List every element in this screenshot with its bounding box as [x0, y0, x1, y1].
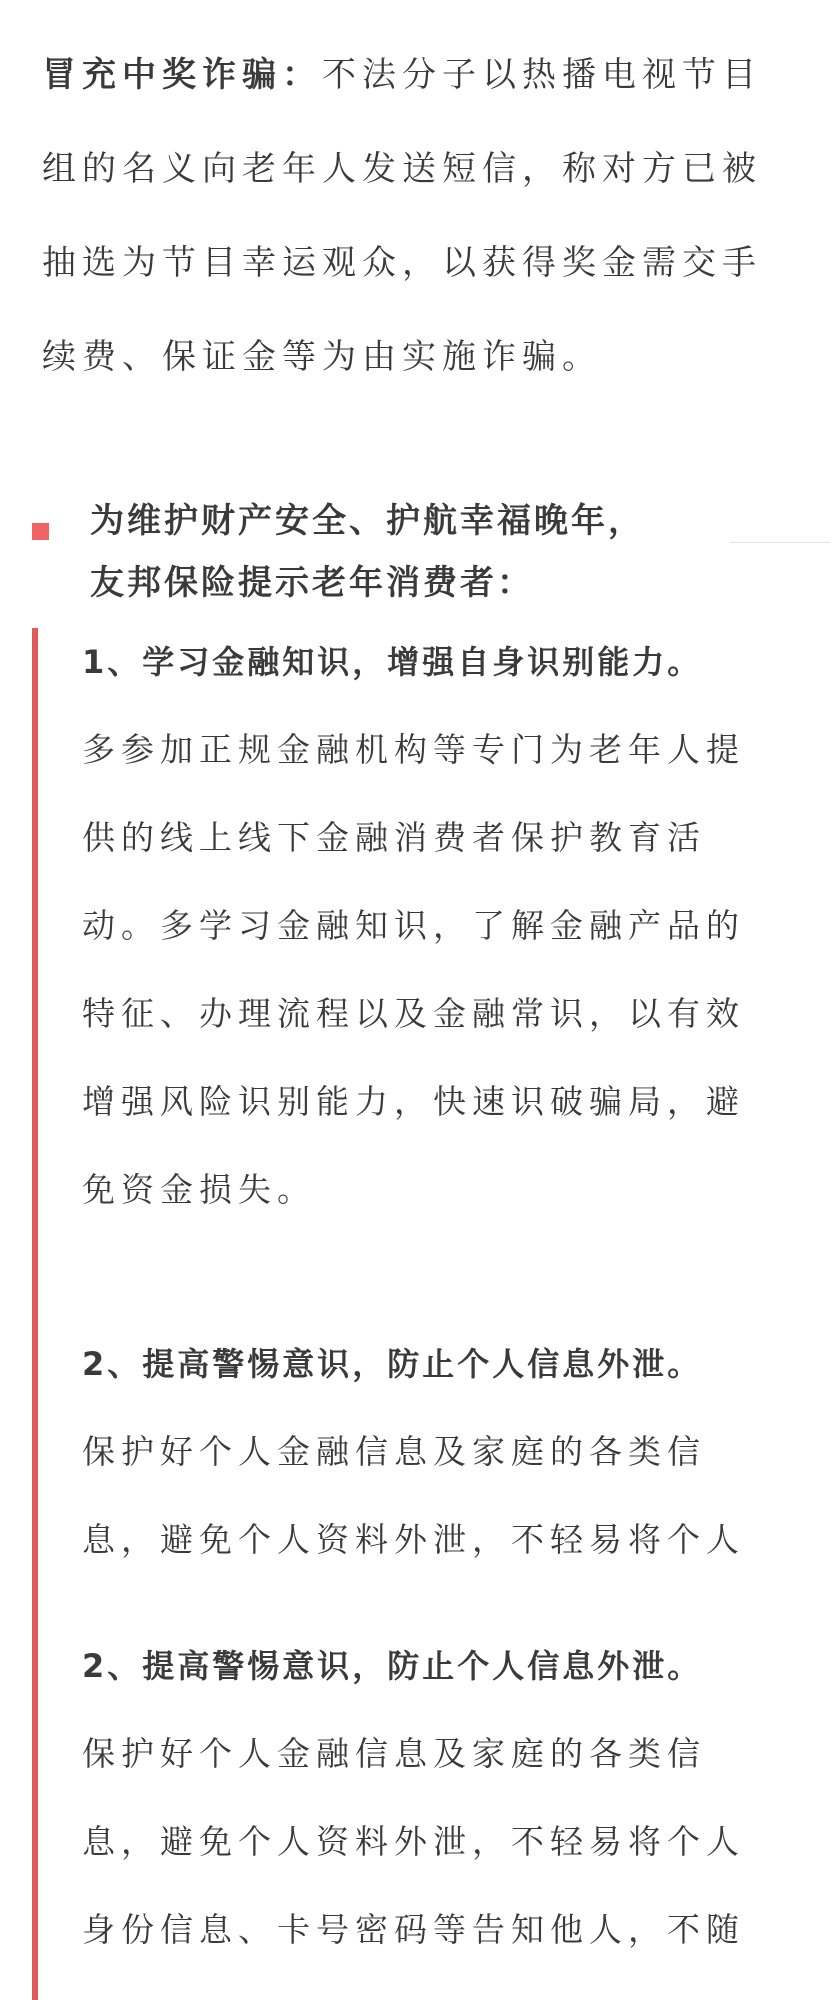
heading-line-1: 为维护财产安全、护航幸福晚年，	[90, 501, 645, 541]
tip-body-line: 身份信息、卡号密码等告知他人，不随	[82, 1910, 745, 1949]
tip-title: 2、提高警惕意识，防止个人信息外泄。	[82, 1345, 703, 1383]
tip-body	[82, 1688, 792, 1974]
tip-body-line: 增强风险识别能力，快速识破骗局，避	[82, 1082, 745, 1121]
intro-lead: 冒充中奖诈骗：	[42, 55, 322, 95]
tip-item	[82, 640, 792, 1234]
heading-marker-square	[32, 523, 49, 540]
tip-body-line: 免资金损失。	[82, 1170, 316, 1209]
intro-line	[42, 28, 782, 122]
tip-title: 1、学习金融知识，增强自身识别能力。	[82, 643, 703, 681]
tip-body-line: 供的线上线下金融消费者保护教育活	[82, 818, 706, 857]
intro-first-line-text: 不法分子以热播电视节目	[322, 55, 762, 95]
tip-body-line: 动。多学习金融知识，了解金融产品的	[82, 906, 745, 945]
tip-item	[82, 1644, 792, 1974]
intro-line: 抽选为节目幸运观众，以获得奖金需交手	[42, 243, 762, 283]
tip-body-line: 保护好个人金融信息及家庭的各类信	[82, 1734, 706, 1773]
heading-line-2: 友邦保险提示老年消费者：	[90, 563, 534, 603]
tip-body-line: 保护好个人金融信息及家庭的各类信	[82, 1432, 706, 1471]
intro-line: 续费、保证金等为由实施诈骗。	[42, 337, 602, 377]
tip-body-line: 特征、办理流程以及金融常识，以有效	[82, 994, 745, 1033]
section-heading	[32, 490, 812, 603]
heading-text	[90, 490, 730, 614]
heading-divider	[730, 542, 830, 543]
tip-body	[82, 684, 792, 1234]
tip-body-line: 多参加正规金融机构等专门为老年人提	[82, 730, 745, 769]
intro-line: 组的名义向老年人发送短信，称对方已被	[42, 149, 762, 189]
tip-title: 2、提高警惕意识，防止个人信息外泄。	[82, 1647, 703, 1685]
tip-body-line: 息，避免个人资料外泄，不轻易将个人	[82, 1822, 745, 1861]
intro-paragraph	[42, 28, 782, 404]
tip-item	[82, 1342, 792, 1584]
tips-block	[32, 628, 808, 2000]
tip-body-line: 息，避免个人资料外泄，不轻易将个人	[82, 1520, 745, 1559]
tip-body	[82, 1386, 792, 1584]
